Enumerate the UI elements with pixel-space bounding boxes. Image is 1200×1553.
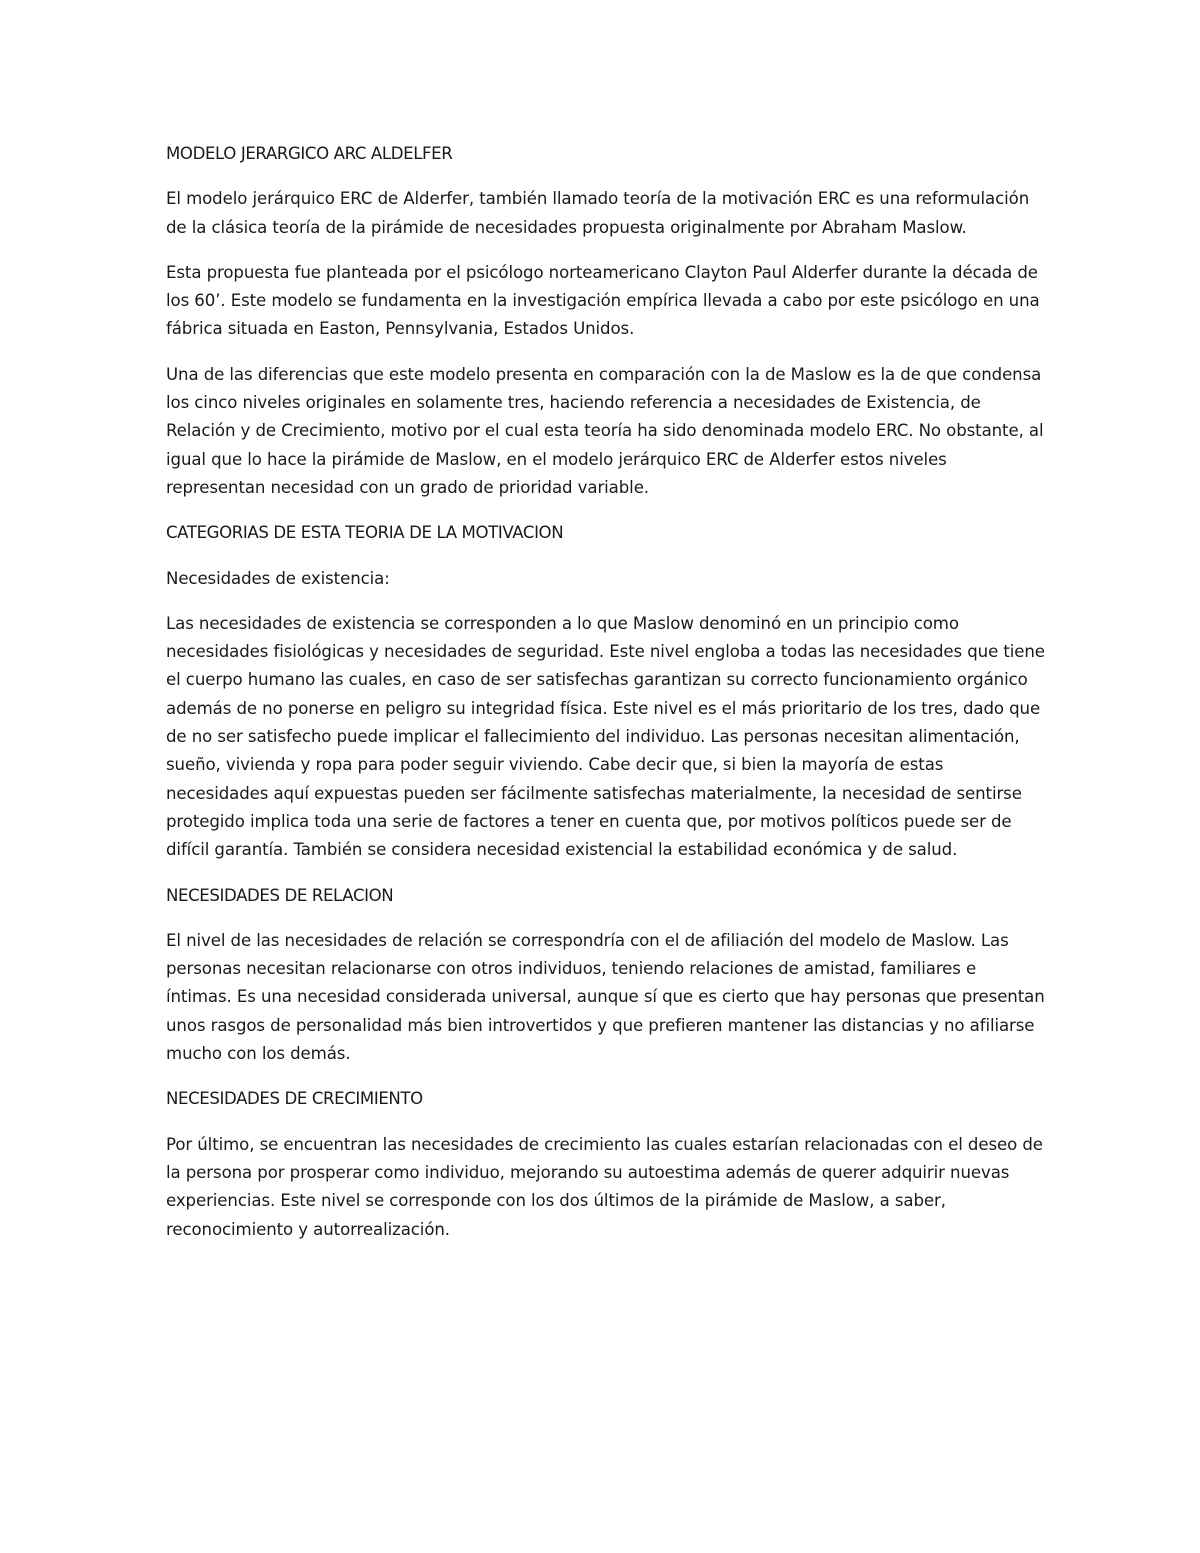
intro-paragraph: El modelo jerárquico ERC de Alderfer, también llamado teoría de la motivación ERC es una reformulación de la clásica teoría de la pirámide de necesidades propuesta originalmente por Abraham Maslow. <box>166 189 1030 237</box>
document-body <box>166 140 1046 1261</box>
categories-heading: CATEGORIAS DE ESTA TEORIA DE LA MOTIVACION <box>166 523 564 543</box>
relation-heading: NECESIDADES DE RELACION <box>166 885 394 905</box>
growth-paragraph: Por último, se encuentran las necesidades de crecimiento las cuales estarían relacionadas con el deseo de la persona por prosperar como individuo, mejorando su autoestima además de querer adquirir nuevas experiencias. Este nivel se corresponde con los dos últimos de la pirámide de Maslow, a saber, reconocimiento y autorrealización. <box>166 1134 1043 1239</box>
existence-heading: Necesidades de existencia: <box>166 568 390 588</box>
growth-heading: NECESIDADES DE CRECIMIENTO <box>166 1089 423 1109</box>
document-title: MODELO JERARGICO ARC ALDELFER <box>166 144 453 163</box>
existence-paragraph: Las necesidades de existencia se corresponden a lo que Maslow denominó en un principio como necesidades fisiológicas y necesidades de seguridad. Este nivel engloba a todas las necesidades que tiene el cuerpo humano las cuales, en caso de ser satisfechas garantizan su correcto funcionamiento orgánico además de no ponerse en peligro su integridad física. Este nivel es el más prioritario de los tres, dado que de no ser satisfecho puede implicar el fallecimiento del individuo. Las personas necesitan alimentación, sueño, vivienda y ropa para poder seguir viviendo. Cabe decir que, si bien la mayoría de estas necesidades aquí expuestas pueden ser fácilmente satisfechas materialmente, la necesidad de sentirse protegido implica toda una serie de factores a tener en cuenta que, por motivos políticos puede ser de difícil garantía. También se considera necesidad existencial la estabilidad económica y de salud. <box>166 613 1045 860</box>
intro-paragraph: Una de las diferencias que este modelo presenta en comparación con la de Maslow es la de que condensa los cinco niveles originales en solamente tres, haciendo referencia a necesidades de Existencia, de Relación y de Crecimiento, motivo por el cual esta teoría ha sido denominada modelo ERC. No obstante, al igual que lo hace la pirámide de Maslow, en el modelo jerárquico ERC de Alderfer estos niveles representan necesidad con un grado de prioridad variable. <box>166 364 1044 497</box>
intro-paragraph: Esta propuesta fue planteada por el psicólogo norteamericano Clayton Paul Alderfer durante la década de los 60’. Este modelo se fundamenta en la investigación empírica llevada a cabo por este psicólogo en una fábrica situada en Easton, Pennsylvania, Estados Unidos. <box>166 262 1040 339</box>
relation-paragraph: El nivel de las necesidades de relación se correspondría con el de afiliación del modelo de Maslow. Las personas necesitan relacionarse con otros individuos, teniendo relaciones de amistad, familiares e íntimas. Es una necesidad considerada universal, aunque sí que es cierto que hay personas que presentan unos rasgos de personalidad más bien introvertidos y que prefieren mantener las distancias y no afiliarse mucho con los demás. <box>166 930 1045 1064</box>
